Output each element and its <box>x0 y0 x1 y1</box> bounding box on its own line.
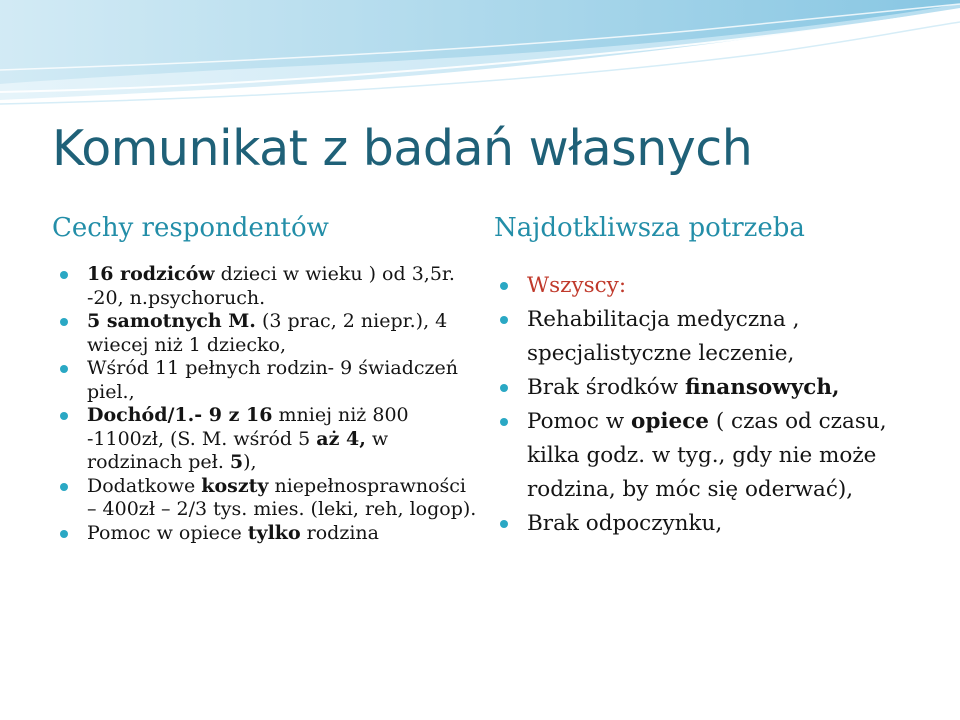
bullet-icon <box>60 412 68 420</box>
list-item: Brak środków finansowych, <box>500 371 940 405</box>
bullet-icon <box>60 365 68 373</box>
list-item: Wśród 11 pełnych rodzin- 9 świadczeń piel., <box>60 357 480 404</box>
respondent-features-list <box>60 263 480 545</box>
list-item: Wszyscy: <box>500 269 940 303</box>
page-title: Komunikat z badań własnych <box>52 120 753 177</box>
list-item: Brak odpoczynku, <box>500 507 940 541</box>
bullet-icon <box>60 271 68 279</box>
bullet-icon <box>500 384 508 392</box>
bullet-icon <box>60 530 68 538</box>
bullet-icon <box>500 520 508 528</box>
needs-list <box>500 269 940 541</box>
left-column-heading: Cechy respondentów <box>52 213 329 243</box>
list-item: Rehabilitacja medyczna , specjalistyczne leczenie, <box>500 303 940 371</box>
list-item: Dodatkowe koszty niepełnosprawności – 400zł – 2/3 tys. mies. (leki, reh, logop). <box>60 475 480 522</box>
list-item: Pomoc w opiece ( czas od czasu, kilka godz. w tyg., gdy nie może rodzina, by móc się oderwać), <box>500 405 940 507</box>
list-item: Pomoc w opiece tylko rodzina <box>60 522 480 546</box>
bullet-icon <box>500 418 508 426</box>
bullet-icon <box>60 483 68 491</box>
list-item: 16 rodziców dzieci w wieku ) od 3,5r. -20, n.psychoruch. <box>60 263 480 310</box>
bullet-icon <box>500 316 508 324</box>
bullet-icon <box>500 282 508 290</box>
bullet-icon <box>60 318 68 326</box>
list-item: Dochód/1.- 9 z 16 mniej niż 800 -1100zł, (S. M. wśród 5 aż 4, w rodzinach peł. 5), <box>60 404 480 475</box>
header-wave-decoration <box>0 0 960 110</box>
list-item: 5 samotnych M. (3 prac, 2 niepr.), 4 wiecej niż 1 dziecko, <box>60 310 480 357</box>
right-column-heading: Najdotkliwsza potrzeba <box>494 213 805 243</box>
